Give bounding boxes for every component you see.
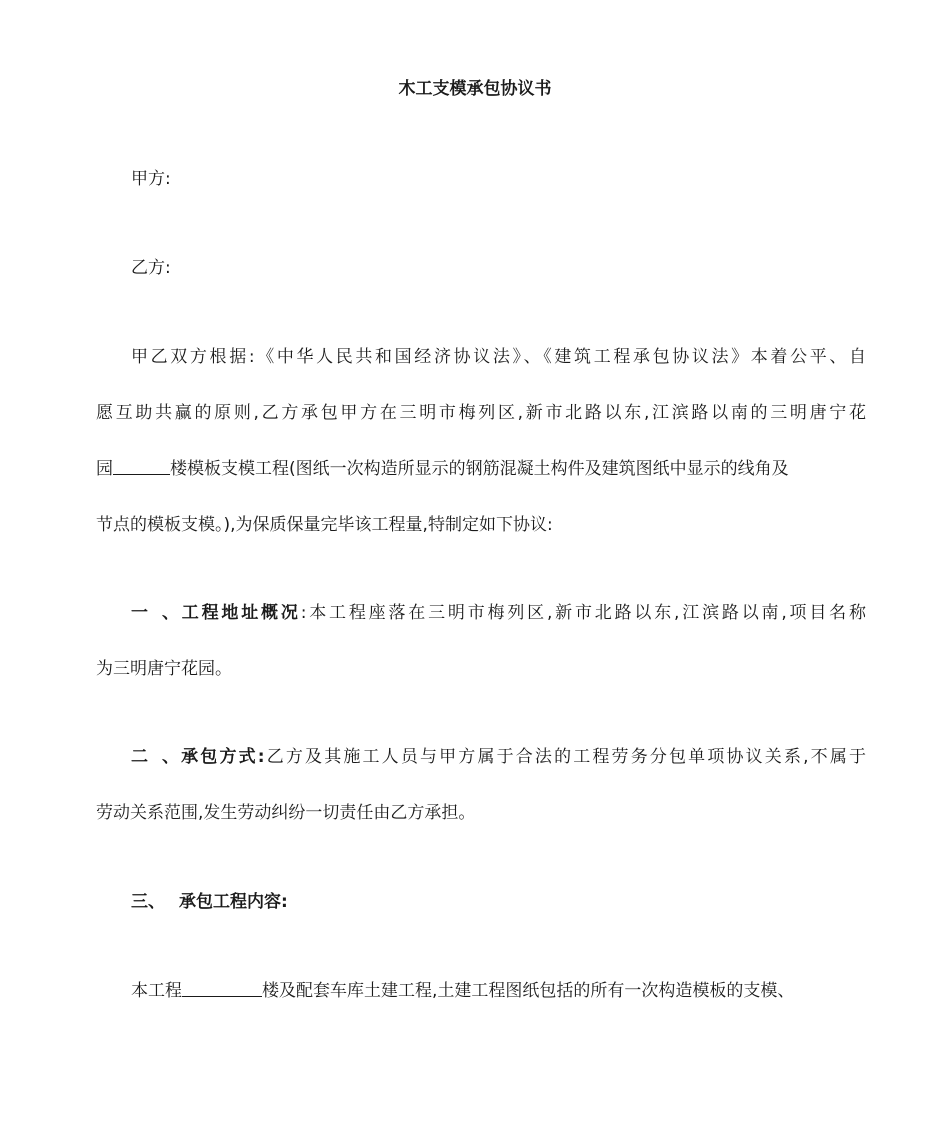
content-line-1-start: 本工程: [131, 981, 182, 1001]
section-1-line-2: 为三明唐宁花园。: [96, 659, 232, 679]
section-2-text: 乙方及其施工人员与甲方属于合法的工程劳务分包单项协议关系,不属于: [264, 747, 866, 767]
section-1-number: 一、: [131, 603, 179, 623]
content-line-1: [131, 978, 866, 1004]
intro-line-1: 甲乙双方根据:《中华人民共和国经济协议法》、《建筑工程承包协议法》本着公平、自: [131, 347, 866, 367]
section-2-line-1: [131, 744, 866, 770]
building-number-blank: [113, 456, 170, 475]
intro-line-2: 愿互助共赢的原则,乙方承包甲方在三明市梅列区,新市北路以东,江滨路以南的三明唐宁花: [96, 403, 866, 423]
party-a-label: 甲方:: [131, 169, 171, 189]
section-2-heading: 承包方式:: [179, 747, 265, 767]
party-b-label: 乙方:: [131, 258, 171, 278]
intro-line-4: 节点的模板支模。),为保质保量完毕该工程量,特制定如下协议:: [96, 515, 553, 535]
section-2-line-2: 劳动关系范围,发生劳动纠纷一切责任由乙方承担。: [96, 803, 476, 823]
document-title: 木工支模承包协议书: [398, 79, 552, 99]
content-line-1-rest: 楼及配套车库土建工程,土建工程图纸包括的所有一次构造模板的支模、: [262, 981, 795, 1001]
section-1-text: :本工程座落在三明市梅列区,新市北路以东,江滨路以南,项目名称: [300, 603, 866, 623]
intro-line-3-rest: 楼模板支模工程(图纸一次构造所显示的钢筋混凝土构件及建筑图纸中显示的线角及: [170, 459, 789, 479]
building-number-blank-2: [182, 978, 262, 997]
section-3-number: 三、: [131, 892, 165, 912]
section-1-line-1: [131, 600, 866, 626]
intro-line-3: [96, 456, 866, 482]
section-3-line-1: [131, 889, 866, 915]
intro-line-3-start: 园: [96, 459, 113, 479]
section-1-heading: 工程地址概况: [179, 603, 301, 623]
section-2-number: 二、: [131, 747, 179, 767]
section-3-heading: 承包工程内容:: [179, 892, 288, 912]
